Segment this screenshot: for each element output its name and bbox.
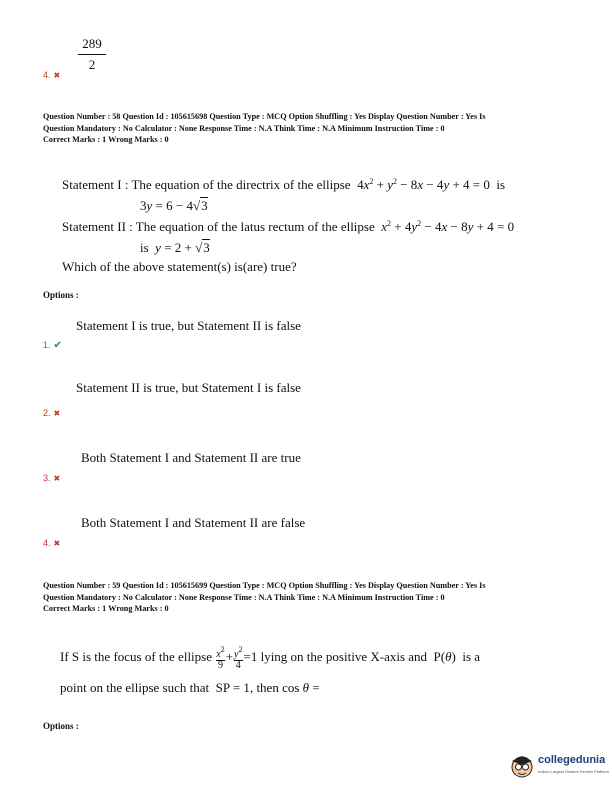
q58-option-3-number: 3. ✖ [43, 473, 61, 483]
q58-metadata: Question Number : 58 Question Id : 105615698 Question Type : MCQ Option Shuffling : Yes Display Question Number : Yes Is Question Mandatory : No Calculator : None Response Time : N.A Think Time : N.A Minimum Instruction Time : 0 Correct Marks : 1 Wrong Marks : 0 [43, 112, 486, 144]
previous-answer-fraction [78, 36, 106, 73]
q59-question-line-1: If S is the focus of the ellipse $\frac{x^2}{9}$ + $\frac{y^2}{4}$ =1 lying on the positive X-axis and P(θ) is a [60, 645, 481, 671]
q58-option-2-text[interactable]: Statement II is true, but Statement I is false [76, 380, 301, 395]
ellipse-y-term: $\frac{y^2}{4}$ [234, 645, 243, 671]
q58-statement-1-equation: 3y = 6 − 4√3 [140, 198, 208, 213]
q58-option-1-number: 1. ✔ [43, 340, 62, 351]
wrong-icon: ✖ [53, 71, 61, 80]
fraction-numerator: 289 [78, 36, 106, 55]
fraction-denominator: 2 [88, 57, 96, 72]
q58-question: Which of the above statement(s) is(are) true? [62, 259, 297, 274]
collegedunia-logo [508, 752, 610, 782]
q58-option-2-number: 2. ✖ [43, 408, 61, 418]
q59-options-label: Options : [43, 721, 79, 731]
logo-tagline: India's Largest Student Review Platform [538, 769, 610, 774]
logo-name: collegedunia [538, 754, 606, 766]
q58-option-4-number: 4. ✖ [43, 538, 61, 548]
previous-option-4: 4. ✖ [43, 70, 61, 80]
q59-question-line-2: point on the ellipse such that SP = 1, then cos θ = [60, 680, 320, 695]
q58-statement-2-equation: is y = 2 + √3 [140, 240, 210, 255]
wrong-icon: ✖ [53, 539, 61, 548]
q58-option-4-text[interactable]: Both Statement I and Statement II are false [81, 515, 306, 530]
ellipse-x-term: $\frac{x^2}{9}$ [216, 645, 225, 671]
wrong-icon: ✖ [53, 474, 61, 483]
q58-statement-2: Statement II : The equation of the latus rectum of the ellipse $x^2 + 4y^2 - 4x - 8y + 4 = 0$ [62, 219, 515, 234]
check-icon: ✔ [53, 340, 62, 351]
q58-option-3-text[interactable]: Both Statement I and Statement II are true [81, 450, 301, 465]
q58-option-1-text[interactable]: Statement I is true, but Statement II is false [76, 318, 301, 333]
q58-options-label: Options : [43, 290, 79, 300]
mascot-icon [508, 752, 536, 780]
q58-statement-1: Statement I : The equation of the directrix of the ellipse $4x^2 + y^2 - 8x - 4y + 4 = 0$ is [62, 177, 506, 192]
q59-metadata: Question Number : 59 Question Id : 105615699 Question Type : MCQ Option Shuffling : Yes Display Question Number : Yes Is Question Mandatory : No Calculator : None Response Time : N.A Think Time : N.A Minimum Instruction Time : 0 Correct Marks : 1 Wrong Marks : 0 [43, 581, 486, 613]
wrong-icon: ✖ [53, 409, 61, 418]
